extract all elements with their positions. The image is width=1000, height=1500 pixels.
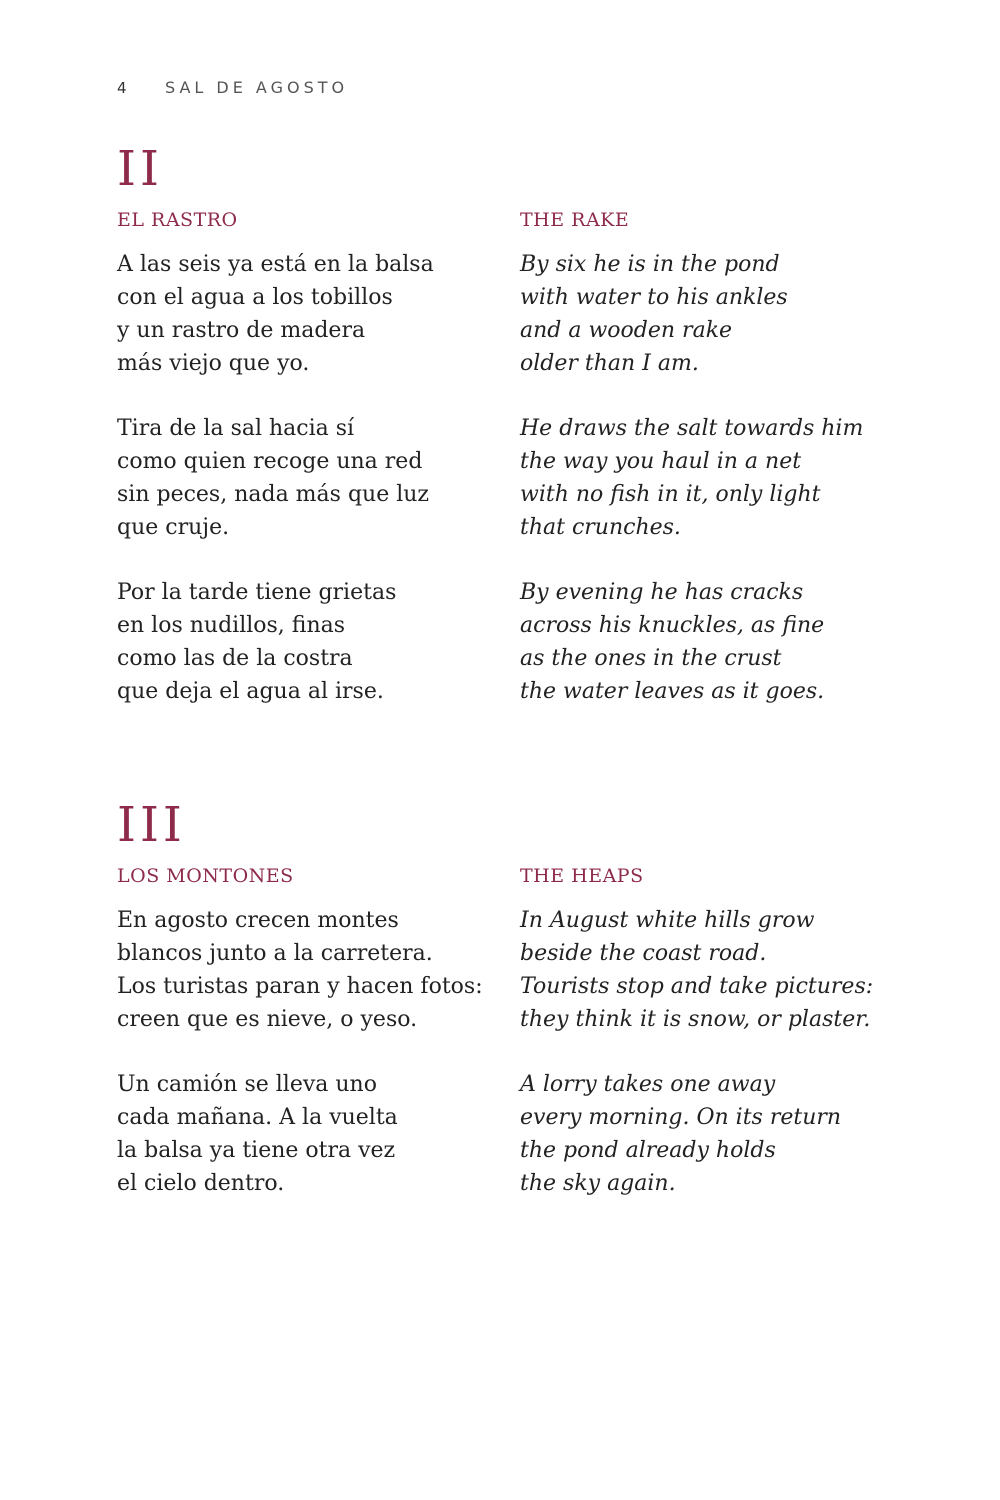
verse-line: with water to his ankles — [520, 285, 788, 310]
verse-line: más viejo que yo. — [117, 351, 310, 376]
verse-line: con el agua a los tobillos — [117, 285, 393, 310]
verse-line: In August white hills grow — [520, 908, 815, 933]
stanza — [117, 248, 497, 380]
verse-line: cada mañana. A la vuelta — [117, 1105, 398, 1130]
verse-line: By six he is in the pond — [520, 252, 780, 277]
verse-line: they think it is snow, or plaster. — [520, 1007, 871, 1032]
stanza-list — [117, 904, 497, 1200]
verse-line: that crunches. — [520, 515, 681, 540]
stanza-list — [520, 904, 900, 1200]
stanza — [117, 576, 497, 708]
english-column — [520, 864, 900, 1232]
verse-line: the sky again. — [520, 1171, 676, 1196]
verse-line: the pond already holds — [520, 1138, 776, 1163]
verse-line: Tourists stop and take pictures: — [520, 974, 874, 999]
stanza — [520, 904, 900, 1036]
verse-line: la balsa ya tiene otra vez — [117, 1138, 396, 1163]
verse-line: the way you haul in a net — [520, 449, 802, 474]
section-numeral: III — [117, 797, 186, 853]
verse-line: as the ones in the crust — [520, 646, 782, 671]
verse-line: older than I am. — [520, 351, 699, 376]
verse-line: como las de la costra — [117, 646, 353, 671]
poem-section-iii — [117, 797, 917, 1196]
book-title: SAL DE AGOSTO — [165, 78, 349, 97]
poem-title-spanish: LOS MONTONES — [117, 865, 294, 887]
stanza — [520, 412, 900, 544]
verse-line: and a wooden rake — [520, 318, 733, 343]
verse-line: sin peces, nada más que luz — [117, 482, 430, 507]
verse-line: como quien recoge una red — [117, 449, 423, 474]
stanza — [117, 904, 497, 1036]
poem-title-spanish: EL RASTRO — [117, 209, 238, 231]
stanza-list — [117, 248, 497, 708]
verse-line: By evening he has cracks — [520, 580, 804, 605]
verse-line: en los nudillos, finas — [117, 613, 346, 638]
stanza — [520, 1068, 900, 1200]
verse-line: Un camión se lleva uno — [117, 1072, 377, 1097]
verse-line: with no fish in it, only light — [520, 482, 821, 507]
stanza — [520, 248, 900, 380]
verse-line: Los turistas paran y hacen fotos: — [117, 974, 483, 999]
stanza-list — [520, 248, 900, 708]
verse-line: En agosto crecen montes — [117, 908, 399, 933]
verse-line: Por la tarde tiene grietas — [117, 580, 397, 605]
verse-line: Tira de la sal hacia sí — [117, 416, 355, 441]
poem-section-ii — [117, 141, 917, 704]
verse-line: y un rastro de madera — [117, 318, 366, 343]
verse-line: creen que es nieve, o yeso. — [117, 1007, 418, 1032]
page-number: 4 — [117, 79, 127, 97]
stanza — [520, 576, 900, 708]
section-numeral: II — [117, 141, 163, 197]
verse-line: que cruje. — [117, 515, 230, 540]
verse-line: el cielo dentro. — [117, 1171, 285, 1196]
english-column — [520, 208, 900, 740]
stanza — [117, 412, 497, 544]
verse-line: the water leaves as it goes. — [520, 679, 825, 704]
verse-line: He draws the salt towards him — [520, 416, 864, 441]
verse-line: A lorry takes one away — [520, 1072, 776, 1097]
verse-line: blancos junto a la carretera. — [117, 941, 433, 966]
verse-line: A las seis ya está en la balsa — [117, 252, 434, 277]
running-head — [117, 78, 348, 97]
verse-line: across his knuckles, as fine — [520, 613, 825, 638]
poem-title-english: THE HEAPS — [520, 865, 644, 887]
verse-line: que deja el agua al irse. — [117, 679, 384, 704]
verse-line: beside the coast road. — [520, 941, 767, 966]
poem-title-english: THE RAKE — [520, 209, 630, 231]
spanish-column — [117, 864, 497, 1232]
verse-line: every morning. On its return — [520, 1105, 842, 1130]
spanish-column — [117, 208, 497, 740]
stanza — [117, 1068, 497, 1200]
